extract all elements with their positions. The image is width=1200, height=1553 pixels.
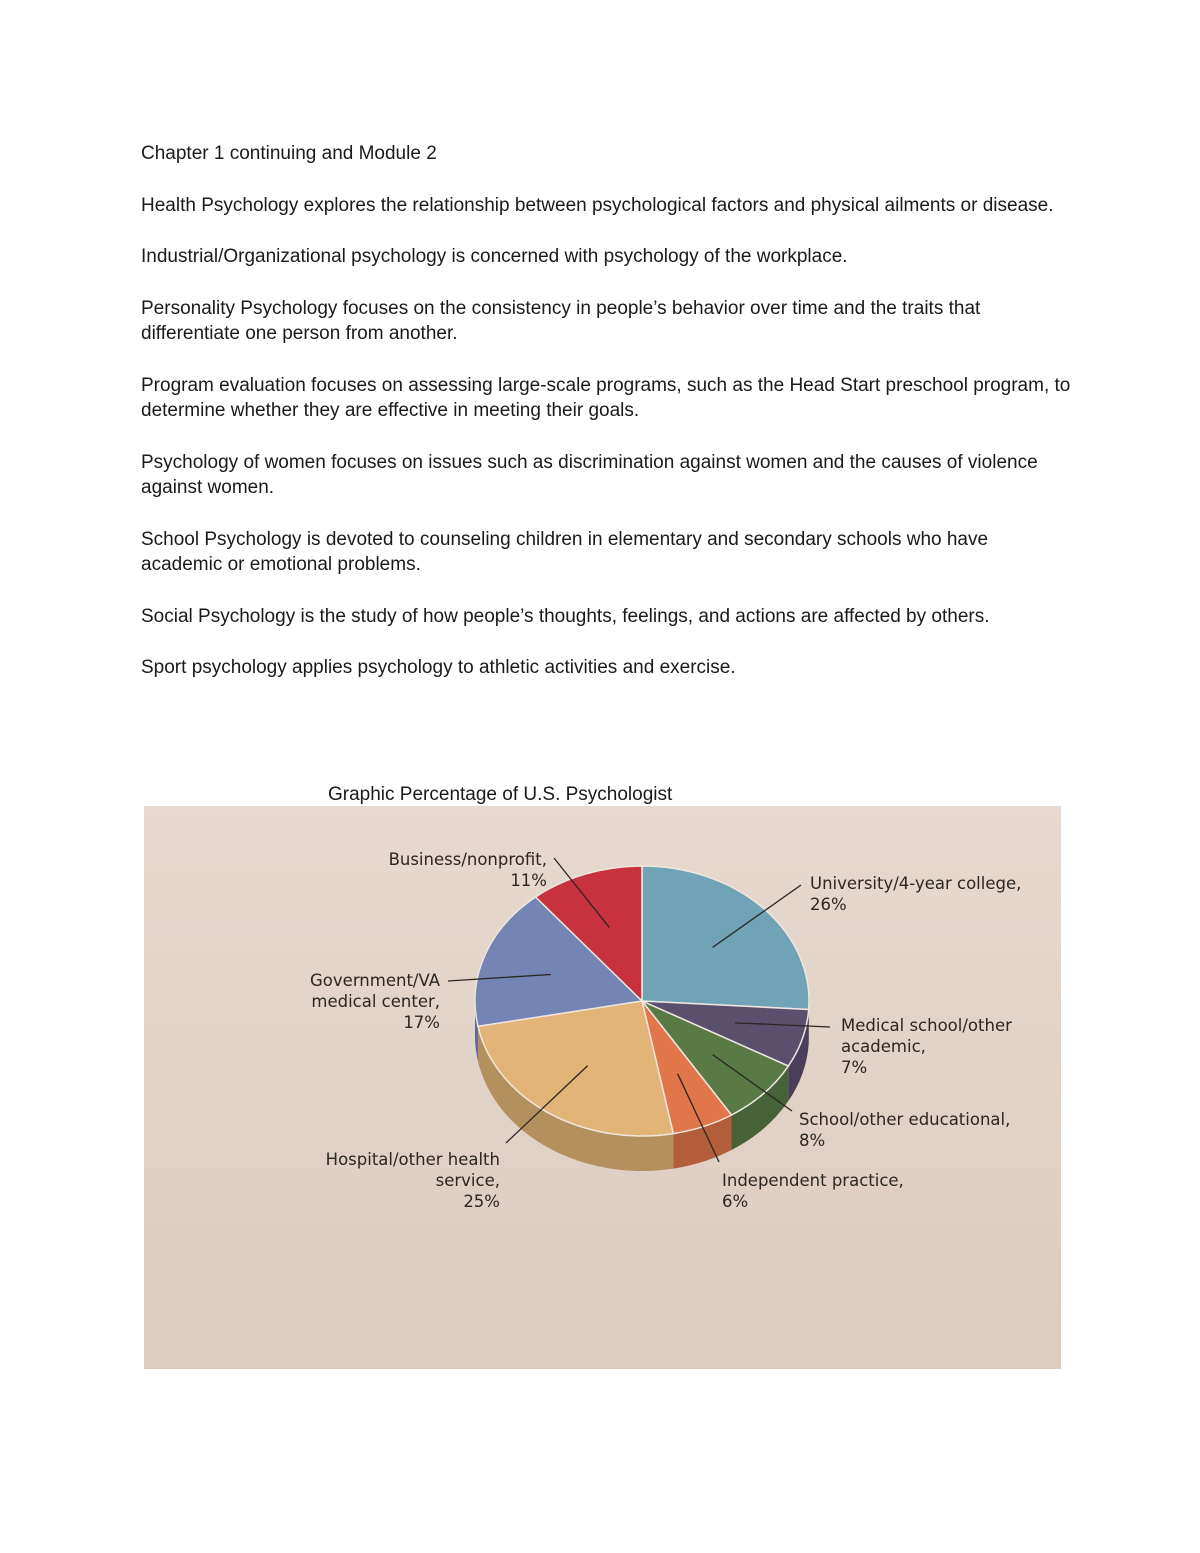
slice-label-line: University/4-year college, <box>810 874 1022 893</box>
slice-label-line: service, <box>435 1171 500 1190</box>
slice-label-1 <box>841 1016 1012 1077</box>
paragraph-school: School Psychology is devoted to counseling children in elementary and secondary schools who have academic or emotional problems. <box>141 528 989 575</box>
slice-label-5 <box>310 971 441 1032</box>
slice-label-line: 11% <box>510 871 547 890</box>
paragraph-program-evaluation: Program evaluation focuses on assessing large-scale programs, such as the Head Start preschool program, to determine whether they are effective in meeting their goals. <box>141 374 1071 421</box>
slice-label-line: academic, <box>841 1037 926 1056</box>
slice-label-line: 26% <box>810 895 847 914</box>
slice-label-line: 6% <box>722 1192 749 1211</box>
slice-label-line: Medical school/other <box>841 1016 1012 1035</box>
slice-label-line: School/other educational, <box>799 1110 1011 1129</box>
document-body <box>141 141 1071 707</box>
paragraph-personality: Personality Psychology focuses on the consistency in people’s behavior over time and the traits that differentiate one person from another. <box>141 297 981 344</box>
paragraph-health: Health Psychology explores the relationship between psychological factors and physical ailments or disease. <box>141 194 1054 216</box>
slice-label-line: 7% <box>841 1058 868 1077</box>
slice-label-6 <box>389 850 547 890</box>
paragraph-sport: Sport psychology applies psychology to athletic activities and exercise. <box>141 657 736 678</box>
slice-label-line: 17% <box>403 1013 440 1032</box>
slice-label-line: 8% <box>799 1131 826 1150</box>
paragraph-social: Social Psychology is the study of how people’s thoughts, feelings, and actions are affected by others. <box>141 605 990 627</box>
pie-chart <box>144 806 1061 1369</box>
paragraph-industrial: Industrial/Organizational psychology is concerned with psychology of the workplace. <box>141 246 848 267</box>
slice-label-2 <box>799 1110 1010 1150</box>
slice-label-line: medical center, <box>311 992 440 1011</box>
slice-label-line: Government/VA <box>310 971 440 990</box>
chart-title: Graphic Percentage of U.S. Psychologist <box>328 784 673 805</box>
pie-slices <box>475 866 809 1136</box>
slice-label-line: Independent practice, <box>722 1171 904 1190</box>
document-heading: Chapter 1 continuing and Module 2 <box>141 143 437 164</box>
slice-label-3 <box>722 1171 904 1211</box>
slice-label-line: Business/nonprofit, <box>388 850 547 869</box>
paragraph-women: Psychology of women focuses on issues such as discrimination against women and the causes of violence against women. <box>141 451 1038 498</box>
chart-photo <box>144 806 1061 1369</box>
slice-label-line: 25% <box>463 1192 500 1211</box>
slice-label-0 <box>810 874 1021 914</box>
slice-label-4 <box>326 1150 500 1211</box>
slice-label-line: Hospital/other health <box>325 1150 500 1169</box>
